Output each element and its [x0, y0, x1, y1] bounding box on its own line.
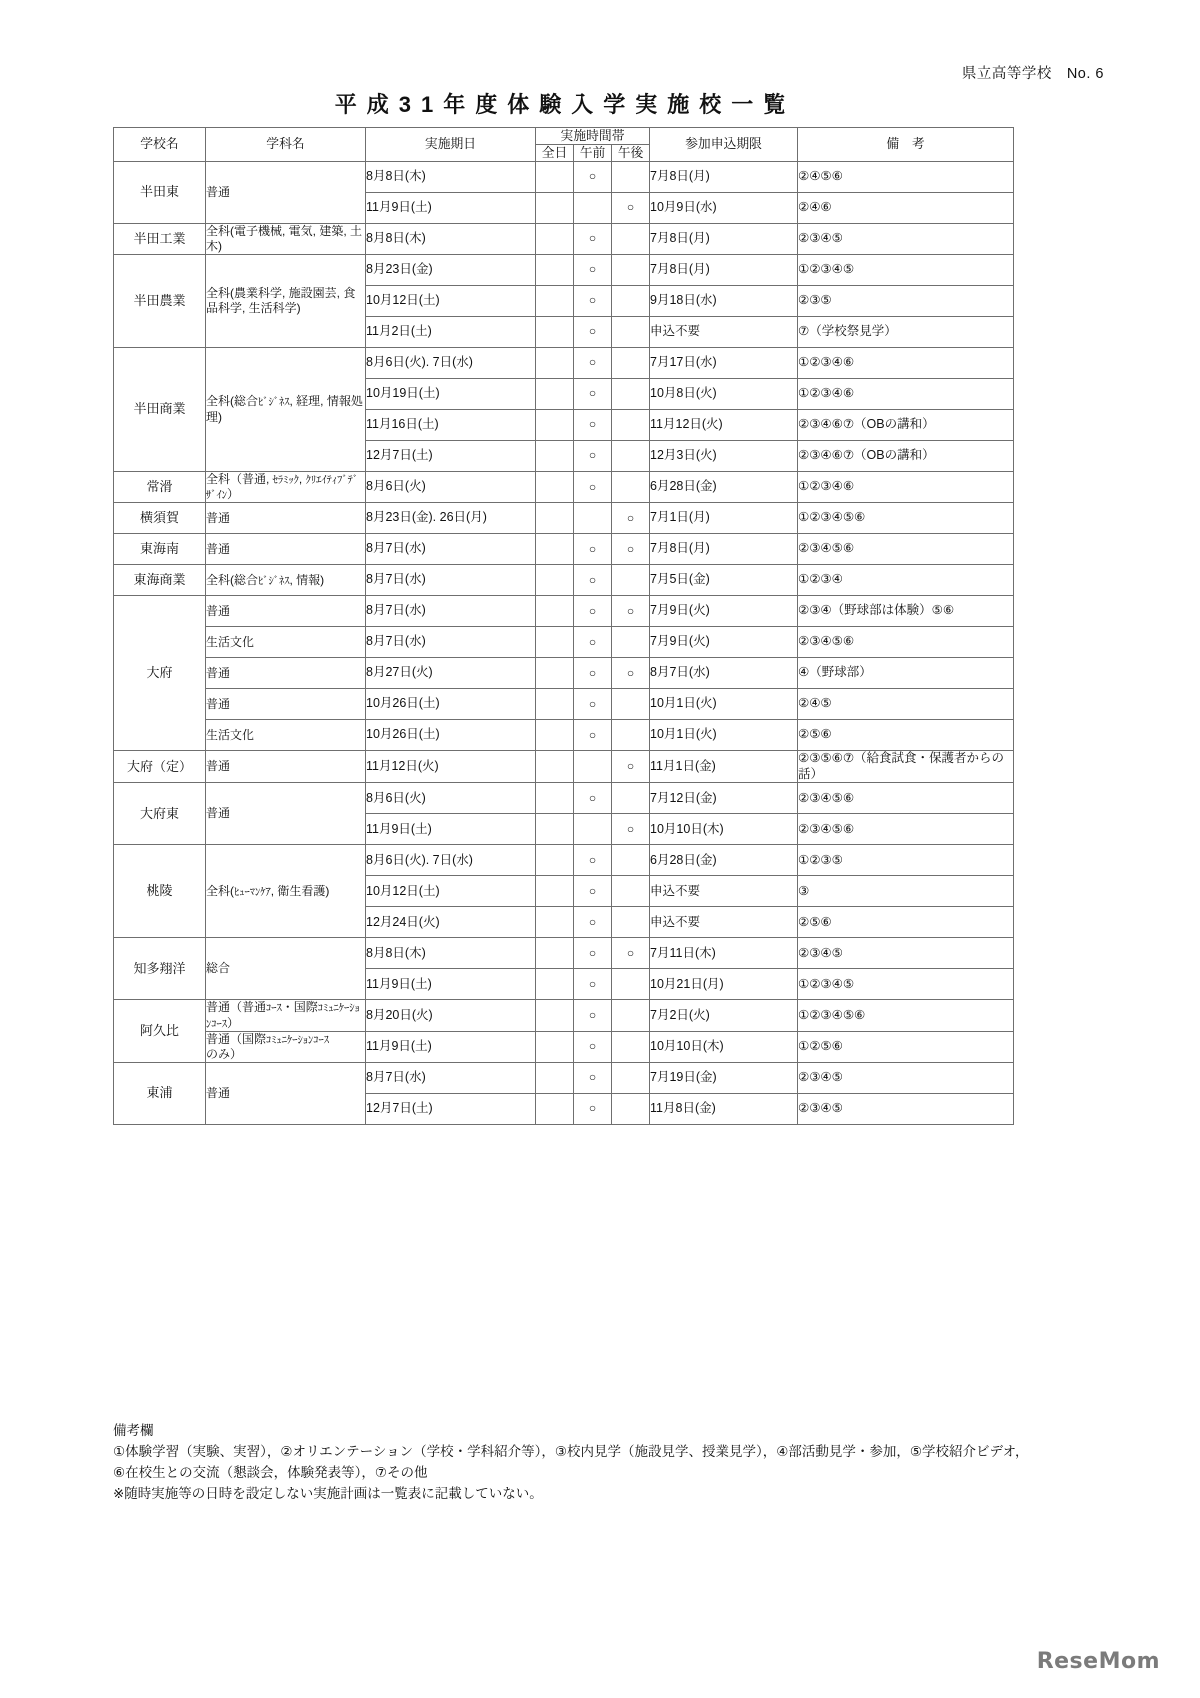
cell-department: 普通: [206, 658, 366, 689]
cell-deadline: 7月8日(月): [650, 223, 798, 254]
cell-deadline: 10月9日(水): [650, 192, 798, 223]
cell-afternoon: ○: [612, 751, 650, 783]
cell-all-day: [536, 596, 574, 627]
column-header-all-day: 全日: [536, 144, 574, 161]
table-row: [114, 720, 1014, 751]
cell-deadline: 6月28日(金): [650, 471, 798, 502]
cell-remarks: ②④⑥: [798, 192, 1014, 223]
cell-remarks: ②③④（野球部は体験）⑤⑥: [798, 596, 1014, 627]
cell-afternoon: [612, 627, 650, 658]
remarks-legend-line-1: ①体験学習（実験、実習），②オリエンテーション（学校・学科紹介等），③校内見学（施設見学、授業見学），④部活動見学・参加，⑤学校紹介ビデオ，: [113, 1443, 1029, 1459]
table-row: [114, 471, 1014, 502]
remarks-legend-line-2: ⑥在校生との交流（懇談会，体験発表等），⑦その他: [113, 1464, 428, 1480]
cell-school: 半田工業: [114, 223, 206, 254]
cell-all-day: [536, 689, 574, 720]
cell-all-day: [536, 876, 574, 907]
cell-school: 阿久比: [114, 1000, 206, 1062]
column-header-timeslot-group: 実施時間帯: [536, 128, 650, 145]
cell-morning: ○: [574, 658, 612, 689]
cell-remarks: ②③④⑤: [798, 223, 1014, 254]
cell-remarks: ②③④⑤⑥: [798, 814, 1014, 845]
cell-department: 普通: [206, 751, 366, 783]
cell-date: 8月6日(火). 7日(水): [366, 347, 536, 378]
column-header-afternoon: 午後: [612, 144, 650, 161]
cell-school: 横須賀: [114, 503, 206, 534]
cell-afternoon: ○: [612, 534, 650, 565]
cell-afternoon: [612, 1031, 650, 1062]
cell-remarks: ①②③④⑥: [798, 378, 1014, 409]
watermark-text: ReseMom: [1036, 1649, 1160, 1674]
cell-all-day: [536, 658, 574, 689]
cell-remarks: ①②③④: [798, 565, 1014, 596]
cell-deadline: 10月1日(火): [650, 720, 798, 751]
cell-school: 東海商業: [114, 565, 206, 596]
cell-date: 10月12日(土): [366, 285, 536, 316]
cell-morning: [574, 192, 612, 223]
cell-remarks: ④（野球部）: [798, 658, 1014, 689]
cell-department: 生活文化: [206, 627, 366, 658]
cell-date: 11月9日(土): [366, 1031, 536, 1062]
cell-date: 11月12日(火): [366, 751, 536, 783]
cell-all-day: [536, 1062, 574, 1093]
cell-all-day: [536, 1031, 574, 1062]
cell-remarks: ②③④⑤⑥: [798, 627, 1014, 658]
cell-all-day: [536, 223, 574, 254]
cell-all-day: [536, 907, 574, 938]
cell-department: 全科(総合ﾋﾞｼﾞﾈｽ, 情報): [206, 565, 366, 596]
table-row: [114, 845, 1014, 876]
cell-school: 半田商業: [114, 347, 206, 471]
cell-department: 普通: [206, 161, 366, 223]
cell-morning: ○: [574, 1062, 612, 1093]
cell-date: 11月9日(土): [366, 814, 536, 845]
cell-afternoon: [612, 409, 650, 440]
column-header-remarks: 備 考: [798, 128, 1014, 162]
cell-afternoon: [612, 783, 650, 814]
cell-date: 8月27日(火): [366, 658, 536, 689]
cell-all-day: [536, 1000, 574, 1031]
cell-morning: ○: [574, 596, 612, 627]
cell-all-day: [536, 845, 574, 876]
cell-school: 知多翔洋: [114, 938, 206, 1000]
cell-afternoon: [612, 1093, 650, 1124]
resemom-watermark: [1037, 1649, 1160, 1674]
cell-deadline: 9月18日(水): [650, 285, 798, 316]
table-row: [114, 534, 1014, 565]
cell-morning: ○: [574, 565, 612, 596]
cell-date: 8月6日(火): [366, 471, 536, 502]
cell-date: 8月6日(火). 7日(水): [366, 845, 536, 876]
cell-afternoon: [612, 907, 650, 938]
cell-remarks: ②③④⑤: [798, 938, 1014, 969]
cell-afternoon: [612, 285, 650, 316]
cell-date: 12月24日(火): [366, 907, 536, 938]
table-row: [114, 938, 1014, 969]
cell-all-day: [536, 409, 574, 440]
cell-date: 8月20日(火): [366, 1000, 536, 1031]
table-row: [114, 503, 1014, 534]
cell-all-day: [536, 751, 574, 783]
cell-all-day: [536, 814, 574, 845]
cell-date: 8月8日(木): [366, 223, 536, 254]
cell-school: 東浦: [114, 1062, 206, 1124]
schedule-table-container: [113, 127, 1013, 1125]
table-row: [114, 627, 1014, 658]
cell-school: 大府（定）: [114, 751, 206, 783]
cell-deadline: 7月5日(金): [650, 565, 798, 596]
table-header-row-1: [114, 128, 1014, 145]
cell-morning: ○: [574, 938, 612, 969]
cell-afternoon: [612, 223, 650, 254]
cell-all-day: [536, 938, 574, 969]
cell-morning: ○: [574, 285, 612, 316]
cell-morning: ○: [574, 1000, 612, 1031]
cell-deadline: 10月1日(火): [650, 689, 798, 720]
cell-date: 10月26日(土): [366, 720, 536, 751]
table-row: [114, 751, 1014, 783]
cell-date: 11月9日(土): [366, 192, 536, 223]
cell-deadline: 10月8日(火): [650, 378, 798, 409]
cell-deadline: 7月19日(金): [650, 1062, 798, 1093]
cell-department: 普通（国際ｺﾐｭﾆｹｰｼｮﾝｺｰｽのみ）: [206, 1031, 366, 1062]
column-header-date: 実施期日: [366, 128, 536, 162]
cell-remarks: ①②⑤⑥: [798, 1031, 1014, 1062]
cell-remarks: ②④⑤: [798, 689, 1014, 720]
cell-afternoon: ○: [612, 938, 650, 969]
cell-all-day: [536, 440, 574, 471]
cell-department: 全科(農業科学, 施設園芸, 食品科学, 生活科学): [206, 254, 366, 347]
cell-remarks: ①②③④⑥: [798, 347, 1014, 378]
cell-deadline: 7月2日(火): [650, 1000, 798, 1031]
cell-date: 8月7日(水): [366, 1062, 536, 1093]
cell-date: 11月2日(土): [366, 316, 536, 347]
cell-all-day: [536, 347, 574, 378]
cell-morning: ○: [574, 1093, 612, 1124]
cell-remarks: ①②③⑤: [798, 845, 1014, 876]
cell-all-day: [536, 316, 574, 347]
cell-morning: ○: [574, 534, 612, 565]
cell-deadline: 10月21日(月): [650, 969, 798, 1000]
cell-afternoon: [612, 876, 650, 907]
cell-all-day: [536, 378, 574, 409]
cell-remarks: ②⑤⑥: [798, 907, 1014, 938]
cell-deadline: 8月7日(水): [650, 658, 798, 689]
table-row: [114, 565, 1014, 596]
cell-deadline: 7月8日(月): [650, 254, 798, 285]
table-row: [114, 689, 1014, 720]
cell-deadline: 11月8日(金): [650, 1093, 798, 1124]
cell-all-day: [536, 285, 574, 316]
cell-date: 10月19日(土): [366, 378, 536, 409]
cell-all-day: [536, 192, 574, 223]
cell-remarks: ①②③④⑤⑥: [798, 503, 1014, 534]
cell-all-day: [536, 627, 574, 658]
sheet-header-label: 県立高等学校 No. 6: [961, 66, 1104, 82]
cell-date: 11月16日(土): [366, 409, 536, 440]
cell-afternoon: [612, 316, 650, 347]
cell-remarks: ②③④⑤⑥: [798, 534, 1014, 565]
cell-date: 12月7日(土): [366, 1093, 536, 1124]
cell-deadline: 7月17日(水): [650, 347, 798, 378]
cell-school: 常滑: [114, 471, 206, 502]
cell-all-day: [536, 534, 574, 565]
cell-morning: ○: [574, 378, 612, 409]
table-row: [114, 1031, 1014, 1062]
table-row: [114, 1000, 1014, 1031]
cell-date: 8月7日(水): [366, 627, 536, 658]
cell-afternoon: [612, 1062, 650, 1093]
cell-school: 東海南: [114, 534, 206, 565]
table-row: [114, 254, 1014, 285]
cell-morning: ○: [574, 316, 612, 347]
cell-afternoon: [612, 565, 650, 596]
cell-afternoon: ○: [612, 658, 650, 689]
cell-afternoon: [612, 347, 650, 378]
remarks-legend-line-3: ※随時実施等の日時を設定しない実施計画は一覧表に記載していない。: [113, 1485, 543, 1501]
cell-morning: ○: [574, 720, 612, 751]
cell-afternoon: [612, 720, 650, 751]
cell-date: 11月9日(土): [366, 969, 536, 1000]
cell-date: 10月26日(土): [366, 689, 536, 720]
cell-all-day: [536, 254, 574, 285]
cell-remarks: ②④⑤⑥: [798, 161, 1014, 192]
cell-date: 8月7日(水): [366, 596, 536, 627]
cell-afternoon: [612, 969, 650, 1000]
cell-all-day: [536, 503, 574, 534]
cell-afternoon: ○: [612, 814, 650, 845]
cell-department: 普通: [206, 783, 366, 845]
cell-morning: ○: [574, 876, 612, 907]
cell-afternoon: [612, 689, 650, 720]
cell-date: 8月7日(水): [366, 534, 536, 565]
cell-morning: ○: [574, 845, 612, 876]
cell-remarks: ①②③④⑤: [798, 254, 1014, 285]
cell-school: 桃陵: [114, 845, 206, 938]
cell-deadline: 申込不要: [650, 316, 798, 347]
cell-remarks: ①②③④⑤: [798, 969, 1014, 1000]
cell-morning: ○: [574, 409, 612, 440]
cell-all-day: [536, 720, 574, 751]
cell-department: 普通: [206, 596, 366, 627]
cell-afternoon: [612, 845, 650, 876]
cell-afternoon: [612, 254, 650, 285]
cell-deadline: 6月28日(金): [650, 845, 798, 876]
cell-department: 普通（普通ｺｰｽ・国際ｺﾐｭﾆｹｰｼｮﾝｺｰｽ）: [206, 1000, 366, 1031]
cell-department: 普通: [206, 503, 366, 534]
cell-morning: [574, 751, 612, 783]
cell-remarks: ②③④⑤: [798, 1093, 1014, 1124]
cell-remarks: ②③④⑤⑥: [798, 783, 1014, 814]
cell-date: 8月6日(火): [366, 783, 536, 814]
cell-deadline: 申込不要: [650, 876, 798, 907]
cell-deadline: 10月10日(木): [650, 814, 798, 845]
cell-date: 8月8日(木): [366, 938, 536, 969]
cell-remarks: ②③④⑥⑦（OBの講和）: [798, 440, 1014, 471]
cell-date: 8月23日(金). 26日(月): [366, 503, 536, 534]
cell-date: 12月7日(土): [366, 440, 536, 471]
cell-morning: ○: [574, 689, 612, 720]
cell-deadline: 7月11日(木): [650, 938, 798, 969]
cell-all-day: [536, 783, 574, 814]
table-body: [114, 161, 1014, 1124]
cell-remarks: ②⑤⑥: [798, 720, 1014, 751]
table-row: [114, 596, 1014, 627]
cell-deadline: 7月8日(月): [650, 161, 798, 192]
table-row: [114, 161, 1014, 192]
cell-afternoon: ○: [612, 192, 650, 223]
cell-morning: ○: [574, 783, 612, 814]
table-row: [114, 347, 1014, 378]
cell-remarks: ①②③④⑤⑥: [798, 1000, 1014, 1031]
cell-all-day: [536, 161, 574, 192]
cell-all-day: [536, 969, 574, 1000]
page-title: 平成31年度体験入学実施校一覧: [334, 92, 796, 117]
cell-afternoon: ○: [612, 503, 650, 534]
table-row: [114, 1062, 1014, 1093]
cell-morning: ○: [574, 223, 612, 254]
cell-deadline: 7月9日(火): [650, 627, 798, 658]
cell-date: 8月8日(木): [366, 161, 536, 192]
cell-all-day: [536, 1093, 574, 1124]
cell-afternoon: ○: [612, 596, 650, 627]
cell-date: 8月23日(金): [366, 254, 536, 285]
cell-morning: ○: [574, 440, 612, 471]
cell-date: 8月7日(水): [366, 565, 536, 596]
cell-department: 生活文化: [206, 720, 366, 751]
cell-remarks: ①②③④⑥: [798, 471, 1014, 502]
cell-deadline: 11月12日(火): [650, 409, 798, 440]
cell-morning: ○: [574, 627, 612, 658]
cell-remarks: ②③⑤⑥⑦（給食試食・保護者からの話）: [798, 751, 1014, 783]
cell-deadline: 7月8日(月): [650, 534, 798, 565]
cell-deadline: 7月1日(月): [650, 503, 798, 534]
cell-department: 全科(ﾋｭｰﾏﾝｹｱ, 衛生看護): [206, 845, 366, 938]
cell-department: 全科(電子機械, 電気, 建築, 土木): [206, 223, 366, 254]
cell-morning: ○: [574, 254, 612, 285]
column-header-morning: 午前: [574, 144, 612, 161]
cell-deadline: 申込不要: [650, 907, 798, 938]
cell-morning: ○: [574, 969, 612, 1000]
cell-morning: [574, 503, 612, 534]
cell-deadline: 10月10日(木): [650, 1031, 798, 1062]
column-header-department: 学科名: [206, 128, 366, 162]
cell-department: 総合: [206, 938, 366, 1000]
cell-deadline: 12月3日(火): [650, 440, 798, 471]
cell-remarks: ②③④⑥⑦（OBの講和）: [798, 409, 1014, 440]
cell-remarks: ③: [798, 876, 1014, 907]
cell-school: 半田東: [114, 161, 206, 223]
table-header: [114, 128, 1014, 162]
cell-remarks: ②③⑤: [798, 285, 1014, 316]
cell-afternoon: [612, 1000, 650, 1031]
cell-school: 大府: [114, 596, 206, 751]
table-row: [114, 658, 1014, 689]
cell-afternoon: [612, 161, 650, 192]
remarks-legend: [113, 1421, 1063, 1505]
schedule-table: [113, 127, 1014, 1125]
cell-school: 大府東: [114, 783, 206, 845]
table-row: [114, 223, 1014, 254]
cell-remarks: ②③④⑤: [798, 1062, 1014, 1093]
cell-department: 全科(総合ﾋﾞｼﾞﾈｽ, 経理, 情報処理): [206, 347, 366, 471]
cell-all-day: [536, 471, 574, 502]
cell-morning: ○: [574, 161, 612, 192]
cell-remarks: ⑦（学校祭見学）: [798, 316, 1014, 347]
cell-school: 半田農業: [114, 254, 206, 347]
cell-date: 10月12日(土): [366, 876, 536, 907]
cell-deadline: 11月1日(金): [650, 751, 798, 783]
cell-department: 全科（普通, ｾﾗﾐｯｸ, ｸﾘｴｲﾃｨﾌﾞﾃﾞｻﾞｲﾝ）: [206, 471, 366, 502]
column-header-school: 学校名: [114, 128, 206, 162]
cell-deadline: 7月9日(火): [650, 596, 798, 627]
cell-morning: ○: [574, 471, 612, 502]
cell-department: 普通: [206, 534, 366, 565]
remarks-legend-heading: 備考欄: [113, 1423, 154, 1438]
cell-morning: ○: [574, 347, 612, 378]
table-row: [114, 783, 1014, 814]
cell-department: 普通: [206, 1062, 366, 1124]
cell-afternoon: [612, 378, 650, 409]
cell-afternoon: [612, 440, 650, 471]
cell-all-day: [536, 565, 574, 596]
cell-afternoon: [612, 471, 650, 502]
cell-department: 普通: [206, 689, 366, 720]
cell-morning: ○: [574, 907, 612, 938]
cell-deadline: 7月12日(金): [650, 783, 798, 814]
column-header-deadline: 参加申込期限: [650, 128, 798, 162]
cell-morning: [574, 814, 612, 845]
cell-morning: ○: [574, 1031, 612, 1062]
